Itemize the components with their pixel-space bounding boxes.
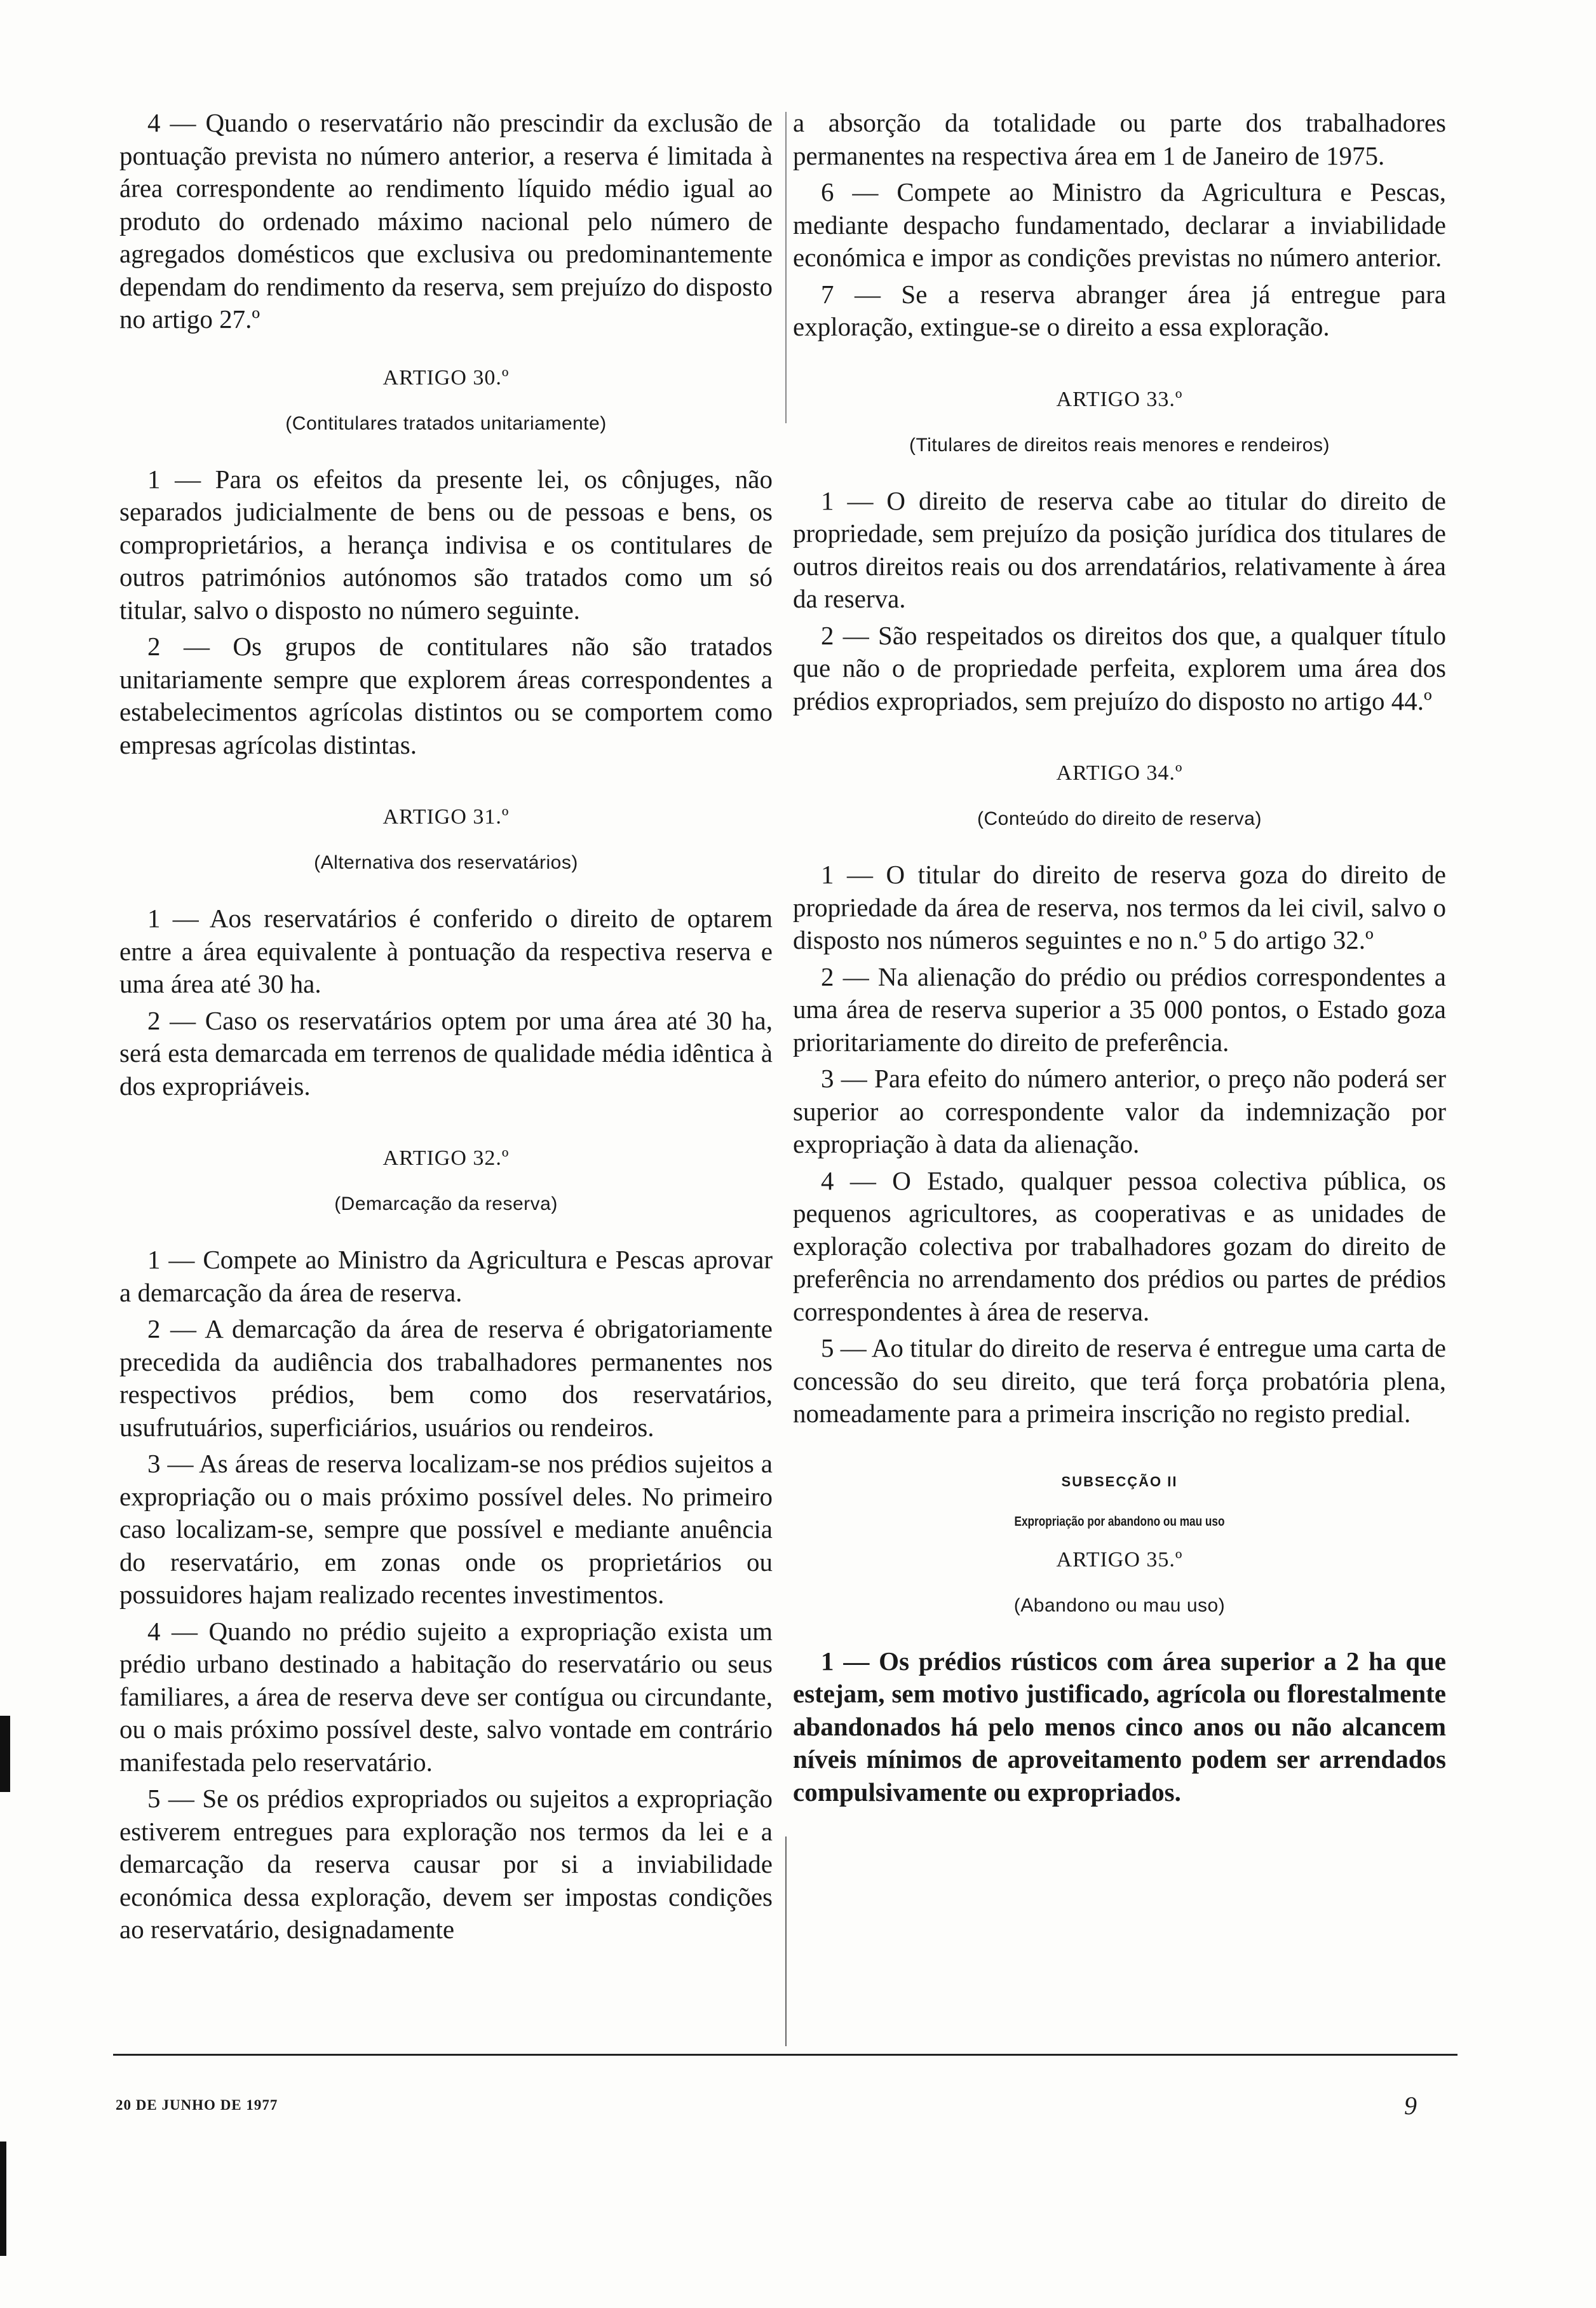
column-gutter-line-bottom xyxy=(785,1836,787,2046)
article-30-paragraph-1: 1 — Para os efeitos da presente lei, os cônjuges, não separados judicialmente de bens ou de pessoas e bens, os comproprietários, a herança indivisa e os contitulares de outros patrimónios autónomos são tratados como um só titular, salvo o disposto no número seguinte. xyxy=(119,464,773,625)
subsection-label: SUBSECÇÃO II xyxy=(1061,1473,1178,1490)
right-column xyxy=(793,107,1446,1812)
article-31-paragraph-1: 1 — Aos reservatários é conferido o direito de optarem entre a área equivalente à pontuação da respectiva reserva e uma área até 30 ha. xyxy=(119,904,773,998)
article-30-heading: ARTIGO 30.º xyxy=(382,365,510,390)
article-32-paragraph-4: 4 — Quando no prédio sujeito a expropriação exista um prédio urbano destinado a habitação do reservatário ou seus familiares, a área de reserva deve ser contígua ou circundante, ou o mais próximo possível deste, salvo vontade em contrário manifestada pelo reservatário. xyxy=(119,1616,773,1777)
article-33-heading: ARTIGO 33.º xyxy=(1056,387,1183,411)
column-gutter-line-top xyxy=(785,112,787,423)
article-32-heading: ARTIGO 32.º xyxy=(382,1146,510,1170)
article-33-paragraph-2: 2 — São respeitados os direitos dos que, a qualquer título que não o de propriedade perfeita, explorem uma área dos prédios expropriados, sem prejuízo do disposto no artigo 44.º xyxy=(793,620,1446,716)
article-29-paragraph-4: 4 — Quando o reservatário não prescindir da exclusão de pontuação prevista no número anterior, a reserva é limitada à área correspondente ao rendimento líquido médio igual ao produto do ordenado máximo nacional pelo número de agregados domésticos que exclusiva ou predominantemente dependam do rendimento da reserva, sem prejuízo do disposto no artigo 27.º xyxy=(119,108,773,334)
article-34-paragraph-3: 3 — Para efeito do número anterior, o preço não poderá ser superior ao correspondente valor da indemnização por expropriação à data da alienação. xyxy=(793,1064,1446,1158)
article-33-paragraph-1: 1 — O direito de reserva cabe ao titular do direito de propriedade, sem prejuízo da posição jurídica dos titulares de outros direitos reais ou dos arrendatários, relativamente à área da reserva. xyxy=(793,485,1446,613)
article-30-paragraph-2: 2 — Os grupos de contitulares não são tratados unitariamente sempre que explorem áreas correspondentes a estabelecimentos agrícolas distintos ou se comportem como empresas agrícolas distintas. xyxy=(119,632,773,759)
article-32-paragraph-7: 7 — Se a reserva abranger área já entregue para exploração, extingue-se o direito a essa exploração. xyxy=(793,279,1446,341)
page-number: 9 xyxy=(1404,2091,1417,2120)
article-32-paragraph-2: 2 — A demarcação da área de reserva é obrigatoriamente precedida da audiência dos trabalhadores permanentes nos respectivos prédios, bem como dos reservatários, usufrutuários, superficiários, usuários ou rendeiros. xyxy=(119,1314,773,1442)
left-column xyxy=(119,107,773,1950)
article-31-paragraph-2: 2 — Caso os reservatários optem por uma área até 30 ha, será esta demarcada em terrenos de qualidade média idêntica à dos expropriáveis. xyxy=(119,1005,773,1101)
article-35-paragraph-1: 1 — Os prédios rústicos com área superior a 2 ha que estejam, sem motivo justificado, agrícola ou florestalmente abandonados há pelo menos cinco anos ou não alcancem níveis mínimos de aproveitamento podem ser arrendados compulsivamente ou expropriados. xyxy=(793,1646,1446,1807)
article-34-paragraph-2: 2 — Na alienação do prédio ou prédios correspondentes a uma área de reserva superior a 35 000 pontos, o Estado goza prioritariamente do direito de preferência. xyxy=(793,961,1446,1057)
article-33-subtitle: (Titulares de direitos reais menores e rendeiros) xyxy=(909,434,1330,456)
article-34-paragraph-1: 1 — O titular do direito de reserva goza do direito de propriedade da área de reserva, nos termos da lei civil, salvo o disposto nos números seguintes e no n.º 5 do artigo 32.º xyxy=(793,860,1446,954)
article-32-paragraph-1: 1 — Compete ao Ministro da Agricultura e Pescas aprovar a demarcação da área de reserva. xyxy=(119,1245,773,1307)
article-31-subtitle: (Alternativa dos reservatários) xyxy=(314,852,578,873)
article-34-subtitle: (Conteúdo do direito de reserva) xyxy=(977,808,1262,829)
article-34-heading: ARTIGO 34.º xyxy=(1056,761,1183,785)
article-34-paragraph-4: 4 — O Estado, qualquer pessoa colectiva pública, os pequenos agricultores, as cooperativas e as unidades de exploração colectiva por trabalhadores gozam do direito de preferência no arrendamento dos prédios ou partes de prédios correspondentes à área de reserva. xyxy=(793,1165,1446,1326)
article-35-heading: ARTIGO 35.º xyxy=(1056,1547,1183,1571)
article-32-subtitle: (Demarcação da reserva) xyxy=(334,1193,558,1214)
article-35-subtitle: (Abandono ou mau uso) xyxy=(1013,1594,1226,1616)
article-32-paragraph-3: 3 — As áreas de reserva localizam-se nos prédios sujeitos a expropriação ou o mais próximo possível deles. No primeiro caso localizam-se, sempre que possível e mediante anuência do reservatário, em zonas onde os proprietários ou possuidores hajam realizado recentes investimentos. xyxy=(119,1449,773,1609)
scan-edge-mark-top xyxy=(0,1716,10,1792)
article-32-paragraph-5-continued: a absorção da totalidade ou parte dos trabalhadores permanentes na respectiva área em 1 de Janeiro de 1975. xyxy=(793,108,1446,170)
article-34-paragraph-5: 5 — Ao titular do direito de reserva é entregue uma carta de concessão do seu direito, que terá força probatória plena, nomeadamente para a primeira inscrição no registo predial. xyxy=(793,1333,1446,1428)
article-32-paragraph-5: 5 — Se os prédios expropriados ou sujeitos a expropriação estiverem entregues para exploração nos termos da lei e a demarcação da reserva causar por si a inviabilidade económica dessa exploração, devem ser impostas condições ao reservatário, designadamente xyxy=(119,1784,773,1944)
article-32-paragraph-6: 6 — Compete ao Ministro da Agricultura e Pescas, mediante despacho fundamentado, declarar a inviabilidade económica e impor as condições previstas no número anterior. xyxy=(793,177,1446,272)
article-31-heading: ARTIGO 31.º xyxy=(382,805,510,829)
subsection-title: Expropriação por abandono ou mau uso xyxy=(1014,1514,1225,1529)
footer-rule xyxy=(113,2054,1457,2056)
scan-edge-mark-bottom xyxy=(0,2142,6,2256)
footer-date: 20 DE JUNHO DE 1977 xyxy=(116,2097,278,2113)
article-30-subtitle: (Contitulares tratados unitariamente) xyxy=(285,412,607,434)
